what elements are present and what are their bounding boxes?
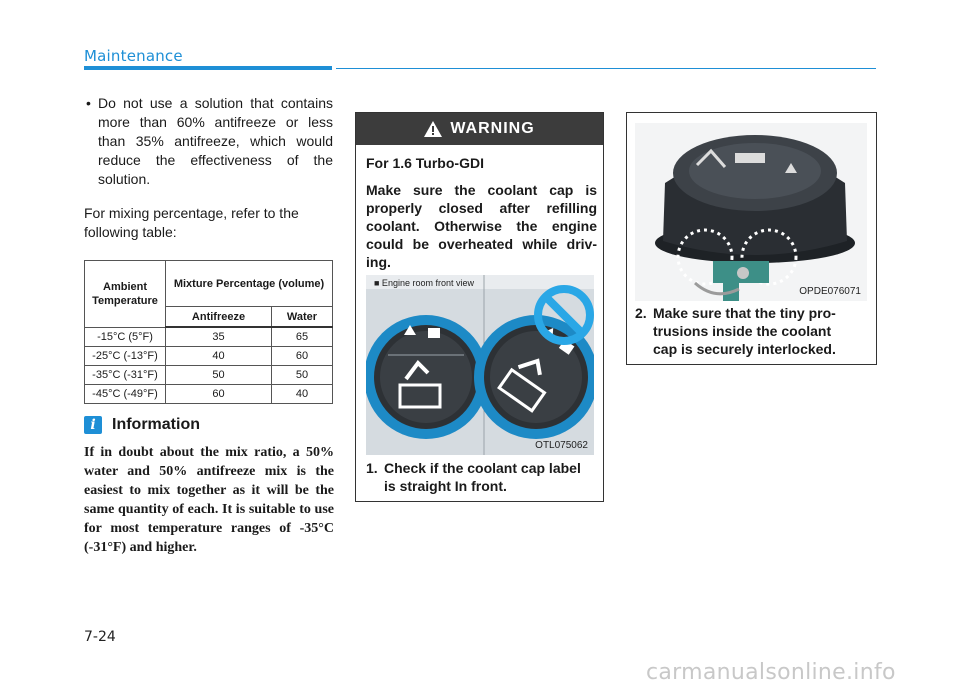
step-2-line-3: cap is securely interlocked.	[653, 341, 836, 357]
warning-triangle-icon	[424, 121, 442, 137]
table-row	[85, 366, 333, 385]
coolant-cap-front-view-image	[366, 275, 594, 455]
section-title: Maintenance	[84, 47, 183, 65]
bullet-text: Do not use a solution that contains more than 60% antifreeze or less than 35% antifreeze, which would reduce the effectiveness of the solution.	[98, 95, 333, 187]
cell-temperature: -45°C (-49°F)	[85, 385, 166, 404]
page-number: 7-24	[84, 629, 116, 645]
watermark: carmanualsonline.info	[646, 660, 896, 685]
header-ambient-temperature: Ambient Temperature	[85, 261, 166, 328]
info-icon: i	[84, 416, 102, 434]
bullet-marker: •	[86, 95, 91, 111]
intro-text	[84, 94, 333, 242]
header-water: Water	[272, 307, 333, 328]
cell-temperature: -25°C (-13°F)	[85, 347, 166, 366]
header-rule-thin	[336, 68, 876, 70]
header-antifreeze: Antifreeze	[166, 307, 272, 328]
step-1-line-2: is straight In front.	[384, 478, 507, 494]
header-rule-thick	[84, 66, 332, 70]
photo-code: OPDE076071	[799, 286, 861, 297]
warning-bar	[356, 113, 603, 145]
cell-temperature: -15°C (5°F)	[85, 327, 166, 347]
bullet-item	[84, 94, 333, 189]
table-row	[85, 327, 333, 347]
cell-antifreeze: 35	[166, 327, 272, 347]
cell-temperature: -35°C (-31°F)	[85, 366, 166, 385]
cell-water: 50	[272, 366, 333, 385]
cell-antifreeze: 50	[166, 366, 272, 385]
warning-subtitle: For 1.6 Turbo-GDI	[366, 155, 484, 171]
cell-water: 65	[272, 327, 333, 347]
information-heading	[84, 416, 200, 434]
photo-caption: ■ Engine room front view	[374, 278, 474, 288]
step-2-number: 2.	[635, 305, 647, 321]
information-title: Information	[112, 416, 200, 433]
step-1-line-1: Check if the coolant cap label	[384, 460, 581, 476]
photo-code: OTL075062	[535, 440, 588, 451]
mix-percentage-table	[84, 260, 333, 404]
coolant-cap-closeup-image	[635, 123, 867, 301]
step-1-number: 1.	[366, 460, 378, 476]
step-1	[366, 459, 597, 495]
warning-box	[355, 112, 604, 502]
cell-water: 60	[272, 347, 333, 366]
cell-antifreeze: 60	[166, 385, 272, 404]
information-body: If in doubt about the mix ratio, a 50% water and 50% antifreeze mix is the easiest to mix together as it will be the same quantity of each. It is suitable to use for most temperature ranges of -35°C (-31°F) and higher.	[84, 445, 334, 555]
step-2	[635, 304, 869, 358]
cell-water: 40	[272, 385, 333, 404]
coolant-cap-photo	[635, 123, 867, 301]
header-mixture-percentage: Mixture Percentage (volume)	[166, 261, 333, 307]
warning-label: WARNING	[450, 120, 535, 137]
step-2-line-2: trusions inside the coolant	[653, 323, 832, 339]
table-row	[85, 347, 333, 366]
step-2-line-1: Make sure that the tiny pro-	[653, 305, 836, 321]
cell-antifreeze: 40	[166, 347, 272, 366]
engine-room-photo	[366, 275, 594, 455]
warning-text: Make sure the coolant cap is properly closed after refilling coolant. Otherwise the engine could be overheated while driv-ing.	[366, 182, 597, 270]
cap-figure-box	[626, 112, 877, 365]
table-intro-paragraph: For mixing percentage, refer to the following table:	[84, 205, 299, 240]
table-row	[85, 385, 333, 404]
